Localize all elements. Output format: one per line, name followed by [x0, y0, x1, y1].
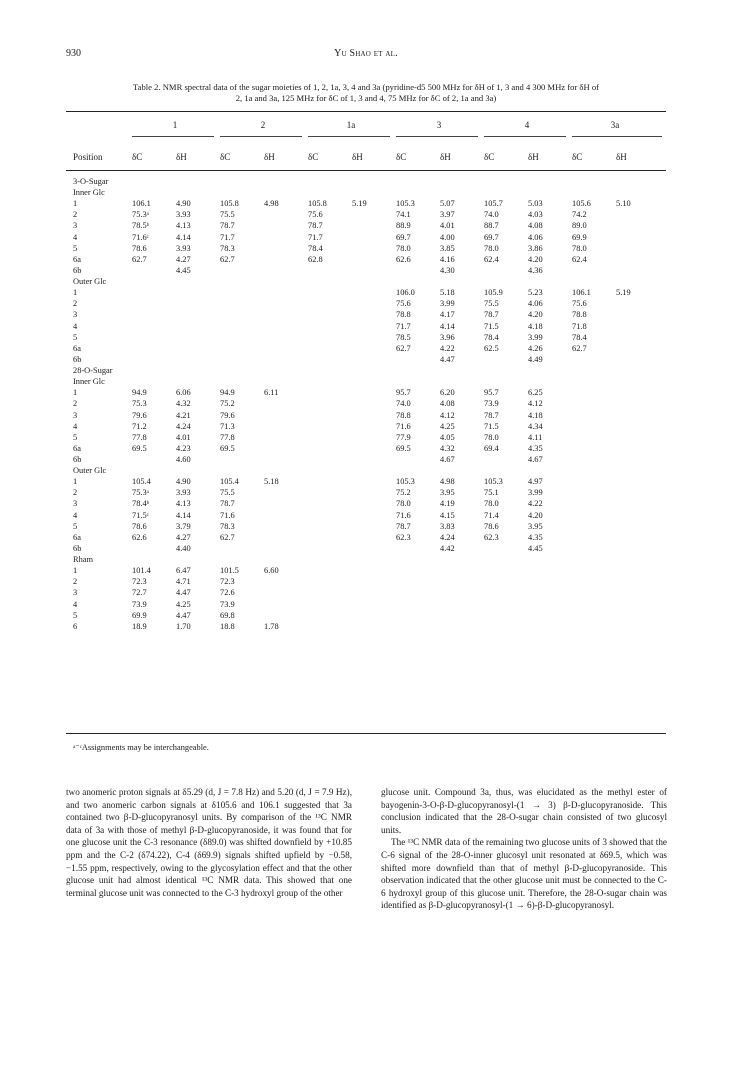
dc-header-2: δC: [220, 152, 231, 162]
dc-value: 105.8: [220, 199, 239, 209]
dc-value: 78.0: [484, 243, 499, 253]
dh-value: 4.40: [176, 543, 191, 553]
dc-value: 105.3: [484, 477, 503, 487]
dh-value: 6.60: [264, 566, 279, 576]
dh-value: 4.32: [440, 443, 455, 453]
caption-line-2: 2, 1a and 3a, 125 MHz for δC of 1, 3 and 4, 75 MHz for δC of 2, 1a and 3a): [235, 93, 497, 103]
dh-value: 4.24: [440, 532, 455, 542]
dc-value: 62.3: [484, 532, 499, 542]
dc-value: 105.8: [308, 199, 327, 209]
dh-value: 4.12: [440, 410, 455, 420]
dh-value: 4.47: [440, 354, 455, 364]
dc-value: 72.6: [220, 588, 235, 598]
dh-value: 4.14: [176, 232, 191, 242]
dh-value: 3.79: [176, 521, 191, 531]
dc-value: 78.7: [220, 499, 235, 509]
dh-value: 3.93: [176, 488, 191, 498]
dc-value: 72.3: [220, 577, 235, 587]
dc-value: 88.7: [484, 221, 499, 231]
dc-value: 78.3: [220, 243, 235, 253]
dc-value: 105.4: [132, 477, 151, 487]
dc-value: 78.8: [572, 310, 587, 320]
row-position: 6: [73, 621, 78, 631]
dh-value: 4.30: [440, 265, 455, 275]
dh-value: 3.93: [176, 210, 191, 220]
dh-value: 3.93: [176, 243, 191, 253]
dc-value: 72.3: [132, 577, 147, 587]
dc-value: 62.4: [484, 254, 499, 264]
dh-value: 5.18: [440, 288, 455, 298]
dc-value: 71.6: [220, 510, 235, 520]
dh-value: 4.18: [528, 410, 543, 420]
dc-value: 71.7: [308, 232, 323, 242]
dc-value: 78.0: [572, 243, 587, 253]
dc-value: 105.9: [484, 288, 503, 298]
dc-value: 78.8: [396, 410, 411, 420]
row-position: 2: [73, 299, 78, 309]
right-paragraph-1: glucose unit. Compound 3a, thus, was elucidated as the methyl ester of bayogenin-3-O-β-D-glucopyranosyl-(1 → 3) β-D-glucopyranoside. This conclusion indicated that the 28-O-sugar chain consisted of two glucosyl units.: [381, 787, 667, 835]
dc-value: 71.6ᶜ: [132, 232, 149, 242]
dc-value: 78.6: [132, 243, 147, 253]
dh-header-3: δH: [440, 152, 451, 162]
dc-value: 69.7: [484, 232, 499, 242]
dc-value: 74.2: [572, 210, 587, 220]
dc-value: 78.0: [396, 499, 411, 509]
dh-value: 6.47: [176, 566, 191, 576]
dc-value: 62.4: [572, 254, 587, 264]
dc-value: 75.2: [396, 488, 411, 498]
dc-value: 71.2: [132, 421, 147, 431]
dh-value: 4.13: [176, 221, 191, 231]
dh-value: 4.05: [440, 432, 455, 442]
dc-value: 78.4: [572, 332, 587, 342]
dh-value: 4.27: [176, 254, 191, 264]
dh-value: 3.83: [440, 521, 455, 531]
dc-value: 62.5: [484, 343, 499, 353]
dc-header-4: δC: [484, 152, 495, 162]
dh-value: 4.47: [176, 588, 191, 598]
dc-value: 78.6: [132, 521, 147, 531]
row-position: 2: [73, 577, 78, 587]
dc-value: 105.6: [572, 199, 591, 209]
dc-value: 62.7: [396, 343, 411, 353]
dc-header-3a: δC: [572, 152, 583, 162]
dc-value: 79.6: [220, 410, 235, 420]
section-label: Inner Glc: [73, 377, 105, 387]
dc-value: 78.7: [484, 410, 499, 420]
dh-value: 6.11: [264, 388, 279, 398]
row-position: 5: [73, 521, 78, 531]
dc-value: 75.3ᵃ: [132, 210, 149, 220]
row-position: 4: [73, 421, 78, 431]
dc-value: 74.0: [484, 210, 499, 220]
dc-value: 69.9: [572, 232, 587, 242]
dh-value: 6.25: [528, 388, 543, 398]
row-position: 3: [73, 588, 78, 598]
dh-value: 4.35: [528, 532, 543, 542]
dh-value: 4.16: [440, 254, 455, 264]
row-position: 5: [73, 610, 78, 620]
dc-value: 75.6: [396, 299, 411, 309]
dh-value: 4.60: [176, 455, 191, 464]
dc-value: 62.8: [308, 254, 323, 264]
dh-value: 4.90: [176, 477, 191, 487]
dc-value: 78.7: [308, 221, 323, 231]
dh-value: 4.45: [528, 543, 543, 553]
section-label: Rham: [73, 555, 94, 565]
dc-value: 71.5: [484, 321, 499, 331]
dh-value: 4.22: [528, 499, 543, 509]
dc-value: 77.8: [220, 432, 235, 442]
dh-value: 5.18: [264, 477, 279, 487]
dh-value: 3.95: [440, 488, 455, 498]
dc-value: 78.5: [396, 332, 411, 342]
dc-value: 78.3: [220, 521, 235, 531]
dh-value: 4.20: [528, 254, 543, 264]
dc-value: 78.4: [484, 332, 499, 342]
dc-value: 78.0: [484, 499, 499, 509]
dh-value: 5.19: [616, 288, 631, 298]
dc-value: 75.5: [220, 488, 235, 498]
dc-value: 78.4: [308, 243, 323, 253]
dc-value: 105.3: [396, 199, 415, 209]
row-position: 6b: [73, 265, 82, 275]
dh-value: 4.67: [528, 455, 543, 464]
dc-value: 74.1: [396, 210, 411, 220]
dc-value: 78.4ᵇ: [132, 499, 150, 509]
dh-value: 4.32: [176, 399, 191, 409]
dc-value: 75.5: [484, 299, 499, 309]
dh-value: 4.45: [176, 265, 191, 275]
row-position: 3: [73, 499, 78, 509]
dc-value: 78.6: [484, 521, 499, 531]
compound-label-3: 3: [436, 120, 442, 130]
dc-value: 94.9: [132, 388, 147, 398]
dh-value: 4.98: [440, 477, 455, 487]
section-label: Outer Glc: [73, 466, 107, 476]
dc-value: 78.7: [220, 221, 235, 231]
dc-value: 62.7: [132, 254, 147, 264]
dc-value: 105.4: [220, 477, 239, 487]
dc-value: 73.9: [220, 599, 235, 609]
row-position: 6a: [73, 343, 81, 353]
dc-value: 78.0: [484, 432, 499, 442]
dh-value: 3.97: [440, 210, 455, 220]
dh-value: 4.25: [440, 421, 455, 431]
dh-value: 4.27: [176, 532, 191, 542]
dh-value: 4.12: [528, 399, 543, 409]
row-position: 4: [73, 599, 78, 609]
row-position: 1: [73, 199, 78, 209]
dh-value: 4.06: [528, 299, 543, 309]
compound-label-2: 2: [260, 120, 266, 130]
dh-value: 3.85: [440, 243, 455, 253]
dc-value: 69.5: [132, 443, 147, 453]
row-position: 3: [73, 410, 78, 420]
dh-value: 4.36: [528, 265, 543, 275]
dh-value: 4.67: [440, 455, 455, 464]
dc-value: 78.7: [484, 310, 499, 320]
dh-value: 4.14: [440, 321, 455, 331]
dc-value: 75.6: [572, 299, 587, 309]
body-left-column: [66, 786, 352, 899]
dc-value: 78.7: [396, 521, 411, 531]
dh-value: 4.23: [176, 443, 191, 453]
dc-value: 74.0: [396, 399, 411, 409]
section-label: 3-O-Sugar: [73, 177, 109, 186]
dc-value: 71.5ᶜ: [132, 510, 149, 520]
dh-value: 4.71: [176, 577, 191, 587]
caption-line-1: Table 2. NMR spectral data of the sugar moieties of 1, 2, 1a, 3, 4 and 3a (pyridine-d5 500 MHz for δH of 1, 3 and 4 300 MHz for δH of: [133, 82, 599, 92]
dc-value: 94.9: [220, 388, 235, 398]
dh-header-3a: δH: [616, 152, 627, 162]
dh-value: 3.86: [528, 243, 543, 253]
dc-value: 62.7: [220, 532, 235, 542]
dh-value: 4.21: [176, 410, 191, 420]
dc-value: 106.1: [132, 199, 151, 209]
dc-value: 72.7: [132, 588, 147, 598]
row-position: 1: [73, 477, 78, 487]
row-position: 5: [73, 243, 78, 253]
dc-header-1a: δC: [308, 152, 319, 162]
dh-value: 3.96: [440, 332, 455, 342]
dh-value: 4.19: [440, 499, 455, 509]
left-paragraph: two anomeric proton signals at δ5.29 (d, J = 7.8 Hz) and 5.20 (d, J = 7.9 Hz), and two anomeric carbon signals at δ105.6 and 106.1 suggested that 3a contained two β-D-glucopyranosyl units. By comparison of the ¹³C NMR data of 3a with those of methyl β-D-glucopyranoside, it was found that for one glucose unit the C-3 resonance (δ89.0) was shifted downfield by +10.85 ppm and the C-2 (δ74.22), C-4 (δ69.9) signals shifted upfield by −0.58, −1.55 ppm, respectively, owing to the glycosylation effect and that the other glucose unit had almost identical ¹³C NMR data. This showed that one terminal glucose unit was connected to the C-3 hydroxyl group of the other: [66, 787, 352, 898]
row-position: 1: [73, 288, 78, 298]
dh-value: 6.20: [440, 388, 455, 398]
dc-value: 69.9: [132, 610, 147, 620]
dc-value: 106.1: [572, 288, 591, 298]
dc-value: 62.7: [572, 343, 587, 353]
dc-value: 71.7: [220, 232, 235, 242]
dh-value: 4.20: [528, 510, 543, 520]
dc-value: 69.7: [396, 232, 411, 242]
dh-value: 3.99: [528, 332, 543, 342]
row-position: 4: [73, 510, 78, 520]
dh-value: 4.01: [440, 221, 455, 231]
body-right-column: [381, 786, 667, 912]
dh-value: 4.42: [440, 543, 455, 553]
row-position: 2: [73, 399, 78, 409]
dc-value: 95.7: [484, 388, 499, 398]
dc-value: 18.8: [220, 621, 235, 631]
dh-value: 4.03: [528, 210, 543, 220]
dc-value: 62.7: [220, 254, 235, 264]
compound-label-1a: 1a: [346, 120, 356, 130]
dh-value: 5.10: [616, 199, 631, 209]
section-label: 28-O-Sugar: [73, 366, 113, 376]
dh-value: 1.78: [264, 621, 279, 631]
dc-value: 62.6: [132, 532, 147, 542]
dc-value: 71.6: [396, 421, 411, 431]
row-position: 4: [73, 321, 78, 331]
row-position: 2: [73, 210, 78, 220]
dh-value: 4.24: [176, 421, 191, 431]
row-position: 6a: [73, 443, 81, 453]
dh-value: 4.08: [440, 399, 455, 409]
dh-value: 5.07: [440, 199, 455, 209]
compound-label-1: 1: [172, 120, 178, 130]
row-position: 5: [73, 332, 78, 342]
row-position: 1: [73, 388, 78, 398]
dh-header-4: δH: [528, 152, 539, 162]
dh-value: 4.00: [440, 232, 455, 242]
dc-value: 75.1: [484, 488, 499, 498]
dc-value: 73.9: [132, 599, 147, 609]
dc-value: 75.2: [220, 399, 235, 409]
dh-value: 4.34: [528, 421, 543, 431]
dc-value: 71.6: [396, 510, 411, 520]
dh-header-2: δH: [264, 152, 275, 162]
dc-value: 75.3ᵃ: [132, 488, 149, 498]
row-position: 6a: [73, 254, 81, 264]
dh-value: 4.13: [176, 499, 191, 509]
row-position: 1: [73, 566, 78, 576]
dh-value: 3.99: [440, 299, 455, 309]
row-position: 2: [73, 488, 78, 498]
dc-header-3: δC: [396, 152, 407, 162]
dh-value: 3.99: [528, 488, 543, 498]
right-paragraph-2: The ¹³C NMR data of the remaining two glucose units of 3 showed that the C-6 signal of the 28-O-inner glucosyl unit resonated at δ69.5, which was shifted more downfield than that of methyl β-D-glucopyranoside. This observation indicated that the other glucose unit must be connected to the C-6 hydroxyl group of this glucose unit. Therefore, the 28-O-sugar chain was identified as β-D-glucopyranosyl-(1 → 6)-β-D-glucopyranosyl.: [381, 837, 667, 911]
dc-value: 95.7: [396, 388, 411, 398]
dc-value: 62.6: [396, 254, 411, 264]
dh-header-1a: δH: [352, 152, 363, 162]
row-position: 3: [73, 221, 78, 231]
dc-value: 69.4: [484, 443, 499, 453]
dh-value: 4.90: [176, 199, 191, 209]
dh-value: 4.17: [440, 310, 455, 320]
dc-value: 78.0: [396, 243, 411, 253]
dh-value: 4.06: [528, 232, 543, 242]
row-position: 6b: [73, 455, 82, 464]
dc-value: 69.5: [220, 443, 235, 453]
dc-value: 18.9: [132, 621, 147, 631]
dc-value: 71.8: [572, 321, 587, 331]
compound-label-3a: 3a: [610, 120, 620, 130]
dc-value: 77.8: [132, 432, 147, 442]
dh-value: 5.03: [528, 199, 543, 209]
position-header: Position: [73, 152, 103, 162]
dh-value: 3.95: [528, 521, 543, 531]
dc-header-1: δC: [132, 152, 143, 162]
dh-value: 4.47: [176, 610, 191, 620]
dh-value: 4.26: [528, 343, 543, 353]
dh-value: 4.49: [528, 354, 543, 364]
dh-value: 4.18: [528, 321, 543, 331]
table-footnote: ᵃ⁻ᶜAssignments may be interchangeable.: [73, 743, 209, 752]
dc-value: 71.5: [484, 421, 499, 431]
dh-value: 4.22: [440, 343, 455, 353]
dc-value: 75.3: [132, 399, 147, 409]
dh-value: 6.06: [176, 388, 191, 398]
dh-value: 4.08: [528, 221, 543, 231]
dc-value: 78.5ᵇ: [132, 221, 150, 231]
row-position: 4: [73, 232, 78, 242]
dc-value: 78.8: [396, 310, 411, 320]
dh-value: 4.20: [528, 310, 543, 320]
dh-value: 4.14: [176, 510, 191, 520]
dc-value: 71.7: [396, 321, 411, 331]
dc-value: 89.0: [572, 221, 587, 231]
row-position: 6b: [73, 354, 82, 364]
dc-value: 88.9: [396, 221, 411, 231]
dc-value: 106.0: [396, 288, 415, 298]
dh-value: 5.23: [528, 288, 543, 298]
compound-label-4: 4: [524, 120, 530, 130]
dh-value: 4.97: [528, 477, 543, 487]
dc-value: 101.5: [220, 566, 239, 576]
section-label: Inner Glc: [73, 188, 105, 198]
dc-value: 62.3: [396, 532, 411, 542]
dc-value: 101.4: [132, 566, 151, 576]
row-position: 6a: [73, 532, 81, 542]
dh-value: 4.98: [264, 199, 279, 209]
row-position: 3: [73, 310, 78, 320]
row-position: 6b: [73, 543, 82, 553]
dh-value: 5.19: [352, 199, 367, 209]
dc-value: 71.3: [220, 421, 235, 431]
dh-header-1: δH: [176, 152, 187, 162]
dc-value: 77.9: [396, 432, 411, 442]
page-number: 930: [66, 48, 81, 59]
dh-value: 4.11: [528, 432, 543, 442]
dc-value: 105.7: [484, 199, 503, 209]
dc-value: 105.3: [396, 477, 415, 487]
dh-value: 4.01: [176, 432, 191, 442]
row-position: 5: [73, 432, 78, 442]
dc-value: 79.6: [132, 410, 147, 420]
section-label: Outer Glc: [73, 277, 107, 287]
table-bottom-rule: [66, 733, 666, 734]
dc-value: 71.4: [484, 510, 499, 520]
dh-value: 1.70: [176, 621, 191, 631]
running-head: Yu Shao et al.: [334, 48, 398, 59]
dc-value: 75.6: [308, 210, 323, 220]
dh-value: 4.25: [176, 599, 191, 609]
dh-value: 4.35: [528, 443, 543, 453]
dc-value: 69.5: [396, 443, 411, 453]
dc-value: 75.5: [220, 210, 235, 220]
dc-value: 69.8: [220, 610, 235, 620]
dh-value: 4.15: [440, 510, 455, 520]
dc-value: 73.9: [484, 399, 499, 409]
